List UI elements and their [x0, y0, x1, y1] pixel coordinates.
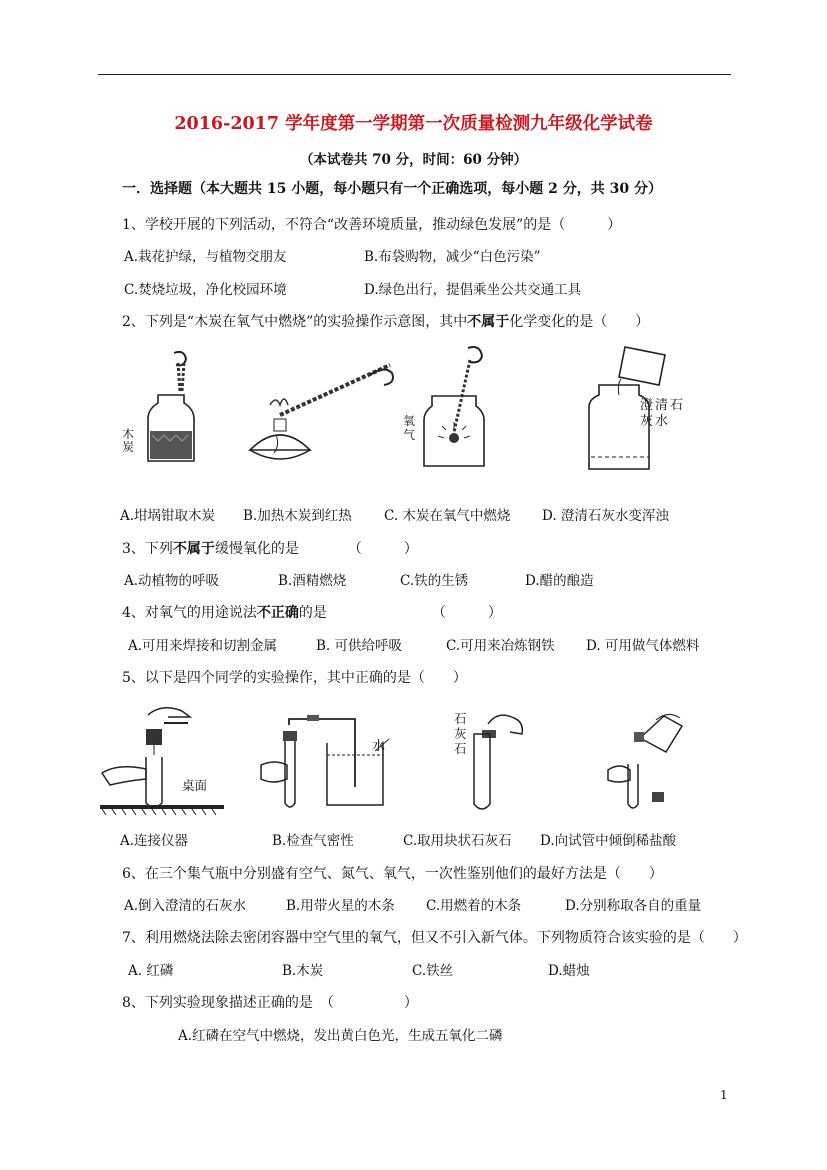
- q5-option-a: A.连接仪器: [120, 833, 189, 849]
- q5-figure-b: [255, 715, 395, 815]
- q3-option-c: C.铁的生锈: [400, 573, 469, 589]
- exam-subtitle: （本试卷共 70 分，时间：60 分钟）: [299, 152, 528, 168]
- q2-stem: [122, 313, 649, 331]
- q3-option-a: A.动植物的呼吸: [124, 573, 220, 589]
- q3-option-d: D.醋的酿造: [525, 573, 594, 589]
- q3-stem: 3、下列不属于缓慢氧化的是 （ ）: [122, 541, 418, 557]
- q2-figure-b: [240, 345, 400, 470]
- q7-option-a: A. 红磷: [128, 963, 174, 979]
- q7-option-b: B.木炭: [282, 963, 324, 979]
- connecting-apparatus-icon: [100, 705, 230, 815]
- q7-stem: 7、利用燃烧法除去密闭容器中空气里的氧气，但又不引入新气体。下列物质符合该实验的是（ ）: [122, 930, 747, 946]
- exam-title: 2016-2017 学年度第一学期第一次质量检测九年级化学试卷: [174, 114, 653, 134]
- q2-option-d: D. 澄清石灰水变浑浊: [542, 508, 669, 524]
- q2-figure-c: [398, 342, 508, 472]
- q2-label-oxygen: 氧气: [403, 414, 416, 442]
- q6-option-c: C.用燃着的木条: [426, 898, 522, 914]
- q4-option-c: C.可用来冶炼钢铁: [446, 638, 555, 654]
- q1-option-b: B.布袋购物，减少“白色污染”: [364, 249, 541, 265]
- q6-option-d: D.分别称取各自的重量: [565, 898, 702, 914]
- q8-stem: 8、下列实验现象描述正确的是 （ ）: [122, 995, 418, 1011]
- q8-option-a: A.红磷在空气中燃烧，发出黄白色光，生成五氧化二磷: [178, 1028, 503, 1044]
- pouring-acid-icon: [600, 708, 700, 818]
- q5-label-water: 水: [372, 739, 386, 754]
- q5-option-c: C.取用块状石灰石: [403, 833, 512, 849]
- q4-option-b: B. 可供给呼吸: [316, 638, 403, 654]
- q1-stem: 1、学校开展的下列活动，不符合“改善环境质量，推动绿色发展”的是（ ）: [122, 217, 622, 233]
- q5-stem: 5、以下是四个同学的实验操作，其中正确的是（ ）: [122, 670, 467, 686]
- section-heading: 一．选择题（本大题共 15 小题，每小题只有一个正确选项，每小题 2 分，共 30 分）: [122, 181, 662, 197]
- q2-label-charcoal: 木炭: [122, 427, 135, 454]
- q5-option-b: B.检查气密性: [272, 833, 354, 849]
- q3-option-b: B.酒精燃烧: [278, 573, 347, 589]
- q5-label-limestone: 石灰石: [454, 711, 467, 756]
- q6-stem: 6、在三个集气瓶中分别盛有空气、氮气、氧气，一次性鉴别他们的最好方法是（ ）: [122, 866, 663, 882]
- q2-stem-bold: 不属于: [467, 314, 510, 330]
- q2-label-limewater: 澄清石灰水: [640, 398, 686, 429]
- q2-stem-pre: 2、下列是“木炭在氧气中燃烧”的实验操作示意图，其中: [122, 314, 468, 330]
- q7-option-d: D.蜡烛: [548, 963, 590, 979]
- q2-option-b: B.加热木炭到红热: [243, 508, 352, 524]
- q5-figure-a: [100, 705, 230, 815]
- q6-option-b: B.用带火星的木条: [286, 898, 395, 914]
- q2-option-a: A.坩埚钳取木炭: [120, 508, 216, 524]
- q4-option-a: A.可用来焊接和切割金属: [128, 638, 278, 654]
- q1-option-a: A.栽花护绿，与植物交朋友: [124, 249, 287, 265]
- alcohol-lamp-heating-icon: [240, 345, 400, 470]
- q5-figure-d: [600, 708, 700, 818]
- q5-option-d: D.向试管中倾倒稀盐酸: [540, 833, 677, 849]
- taking-limestone-icon: [458, 708, 538, 818]
- q6-option-a: A.倒入澄清的石灰水: [124, 898, 247, 914]
- q5-figure-c: [458, 708, 538, 818]
- q1-option-c: C.焚烧垃圾，净化校园环境: [124, 282, 287, 298]
- header-rule: [98, 74, 731, 75]
- page-number: 1: [720, 1088, 728, 1102]
- q1-option-d: D.绿色出行，提倡乘坐公共交通工具: [364, 282, 582, 298]
- airtightness-check-icon: [255, 715, 395, 815]
- q2-option-c: C. 木炭在氧气中燃烧: [384, 508, 511, 524]
- q7-option-c: C.铁丝: [412, 963, 454, 979]
- charcoal-burning-oxygen-icon: [398, 342, 508, 472]
- q4-stem: 4、对氧气的用途说法不正确的是 （ ）: [122, 605, 502, 621]
- q5-label-table: 桌面: [182, 778, 208, 793]
- q4-option-d: D. 可用做气体燃料: [586, 638, 700, 654]
- q2-stem-post: 化学变化的是（ ）: [509, 314, 650, 330]
